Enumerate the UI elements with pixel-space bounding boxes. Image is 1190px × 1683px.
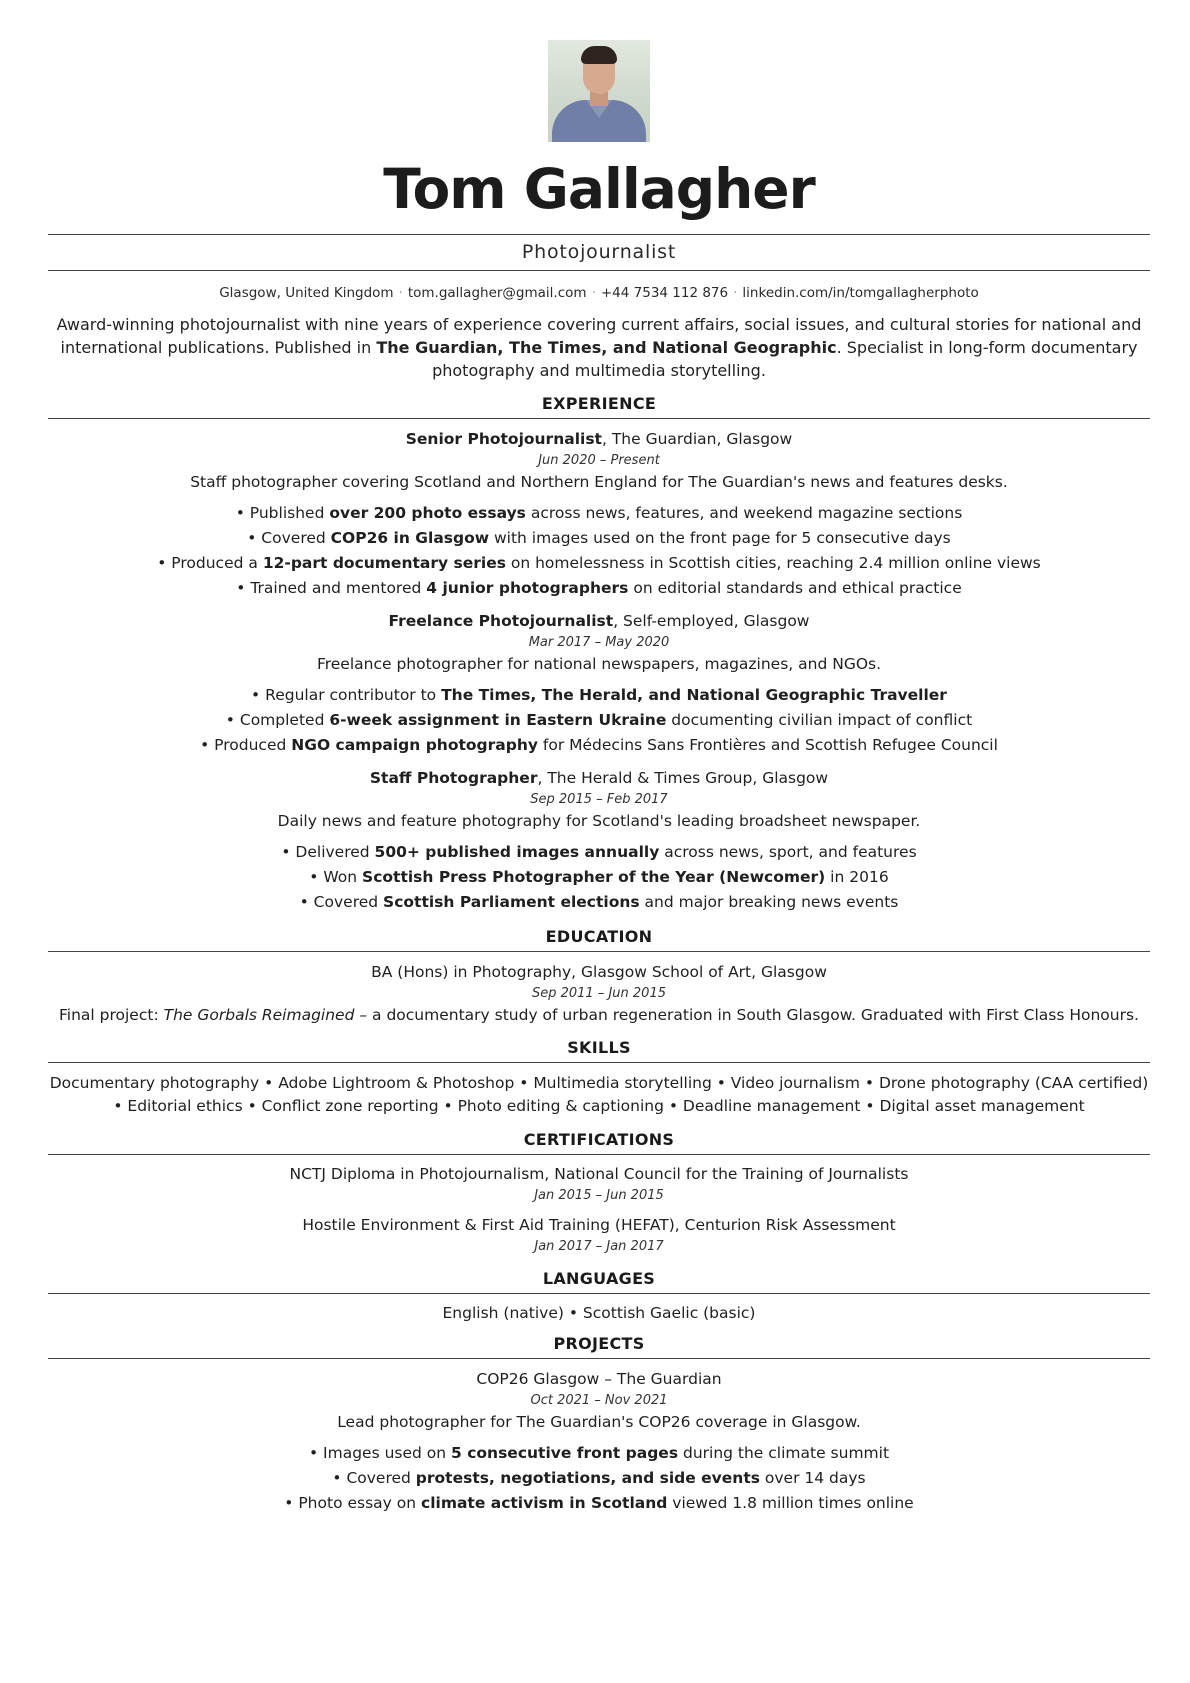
achievement-item: • Won Scottish Press Photographer of the Year (Newcomer) in 2016 xyxy=(309,868,889,886)
summary xyxy=(48,313,1150,382)
contact-separator: · xyxy=(733,285,738,301)
education-dates: Sep 2011 – Jun 2015 xyxy=(531,986,666,1001)
education-degree: BA (Hons) in Photography, Glasgow School of Art, Glasgow xyxy=(371,963,827,981)
profile-photo xyxy=(548,40,650,142)
job-achievements xyxy=(48,501,1150,601)
achievement-item: • Covered Scottish Parliament elections and major breaking news events xyxy=(299,893,899,911)
contact-separator: · xyxy=(398,285,403,301)
certification-entry xyxy=(48,1163,1150,1206)
contact-line xyxy=(48,285,1150,301)
job-role: Freelance Photojournalist xyxy=(388,612,614,630)
skills-heading: SKILLS xyxy=(48,1038,1150,1063)
project-name: COP26 Glasgow – The Guardian xyxy=(476,1370,722,1388)
job-achievements xyxy=(48,840,1150,915)
achievement-item: • Photo essay on climate activism in Scotland viewed 1.8 million times online xyxy=(284,1494,914,1512)
contact-linkedin[interactable]: linkedin.com/in/tomgallagherphoto xyxy=(742,285,979,301)
achievement-item: • Produced a 12-part documentary series on homelessness in Scottish cities, reaching 2.4 million online views xyxy=(157,554,1041,572)
contact-phone[interactable]: +44 7534 112 876 xyxy=(600,285,729,301)
projects-heading: PROJECTS xyxy=(48,1334,1150,1359)
summary-text: Award-winning photojournalist with nine years of experience covering current affairs, social issues, and cultural stories for national and international publications. Published in xyxy=(56,315,1142,357)
job-dates: Jun 2020 – Present xyxy=(538,453,660,468)
job-dates: Mar 2017 – May 2020 xyxy=(528,635,670,650)
skills-list: Documentary photography • Adobe Lightroom & Photoshop • Multimedia storytelling • Video journalism • Drone photography (CAA certified) • Editorial ethics • Conflict zone reporting • Photo editing & captioning • Deadline management • Digital asset management xyxy=(49,1074,1149,1115)
project-entry xyxy=(48,1368,1150,1516)
certification-dates: Jan 2017 – Jan 2017 xyxy=(534,1239,664,1254)
experience-entry xyxy=(48,610,1150,758)
project-description: Lead photographer for The Guardian's COP26 coverage in Glasgow. xyxy=(337,1413,861,1431)
experience-entry xyxy=(48,428,1150,601)
contact-email[interactable]: tom.gallagher@gmail.com xyxy=(407,285,587,301)
job-dates: Sep 2015 – Feb 2017 xyxy=(530,792,668,807)
resume-page xyxy=(48,40,1150,1516)
achievement-item: • Regular contributor to The Times, The Herald, and National Geographic Traveller xyxy=(251,686,947,704)
certification-name: Hostile Environment & First Aid Training (HEFAT), Centurion Risk Assessment xyxy=(302,1216,896,1234)
candidate-name: Tom Gallagher xyxy=(383,157,815,221)
summary-publications: The Guardian, The Times, and National Geographic xyxy=(376,338,837,357)
achievement-item: • Produced NGO campaign photography for Médecins Sans Frontières and Scottish Refugee Council xyxy=(200,736,998,754)
job-org: , The Guardian, Glasgow xyxy=(601,430,793,448)
education-entry xyxy=(48,961,1150,1026)
project-dates: Oct 2021 – Nov 2021 xyxy=(530,1393,668,1408)
education-description: Final project: The Gorbals Reimagined – a documentary study of urban regeneration in South Glasgow. Graduated with First Class Honours. xyxy=(59,1006,1139,1024)
contact-location: Glasgow, United Kingdom xyxy=(219,285,394,301)
languages-heading: LANGUAGES xyxy=(48,1269,1150,1294)
job-org: , The Herald & Times Group, Glasgow xyxy=(537,769,829,787)
headline: Photojournalist xyxy=(48,234,1150,271)
project-achievements xyxy=(48,1441,1150,1516)
achievement-item: • Published over 200 photo essays across news, features, and weekend magazine sections xyxy=(235,504,963,522)
job-description: Freelance photographer for national newspapers, magazines, and NGOs. xyxy=(316,655,882,673)
achievement-item: • Completed 6-week assignment in Eastern Ukraine documenting civilian impact of conflict xyxy=(225,711,973,729)
certification-entry xyxy=(48,1214,1150,1257)
languages-list: English (native) • Scottish Gaelic (basic) xyxy=(442,1304,756,1322)
achievement-item: • Images used on 5 consecutive front pages during the climate summit xyxy=(308,1444,890,1462)
certifications-heading: CERTIFICATIONS xyxy=(48,1130,1150,1155)
job-role: Staff Photographer xyxy=(369,769,538,787)
job-org: , Self-employed, Glasgow xyxy=(613,612,810,630)
experience-heading: EXPERIENCE xyxy=(48,394,1150,419)
job-description: Staff photographer covering Scotland and Northern England for The Guardian's news and features desks. xyxy=(190,473,1008,491)
certification-dates: Jan 2015 – Jun 2015 xyxy=(534,1188,664,1203)
job-achievements xyxy=(48,683,1150,758)
achievement-item: • Covered COP26 in Glasgow with images used on the front page for 5 consecutive days xyxy=(247,529,951,547)
education-heading: EDUCATION xyxy=(48,927,1150,952)
experience-entry xyxy=(48,767,1150,915)
summary-text-end: . Specialist in long-form documentary photography and multimedia storytelling. xyxy=(432,338,1138,380)
achievement-item: • Trained and mentored 4 junior photographers on editorial standards and ethical practice xyxy=(236,579,962,597)
contact-separator: · xyxy=(591,285,596,301)
job-description: Daily news and feature photography for Scotland's leading broadsheet newspaper. xyxy=(277,812,921,830)
certification-name: NCTJ Diploma in Photojournalism, National Council for the Training of Journalists xyxy=(289,1165,909,1183)
achievement-item: • Covered protests, negotiations, and side events over 14 days xyxy=(332,1469,866,1487)
job-role: Senior Photojournalist xyxy=(405,430,602,448)
achievement-item: • Delivered 500+ published images annually across news, sport, and features xyxy=(281,843,917,861)
